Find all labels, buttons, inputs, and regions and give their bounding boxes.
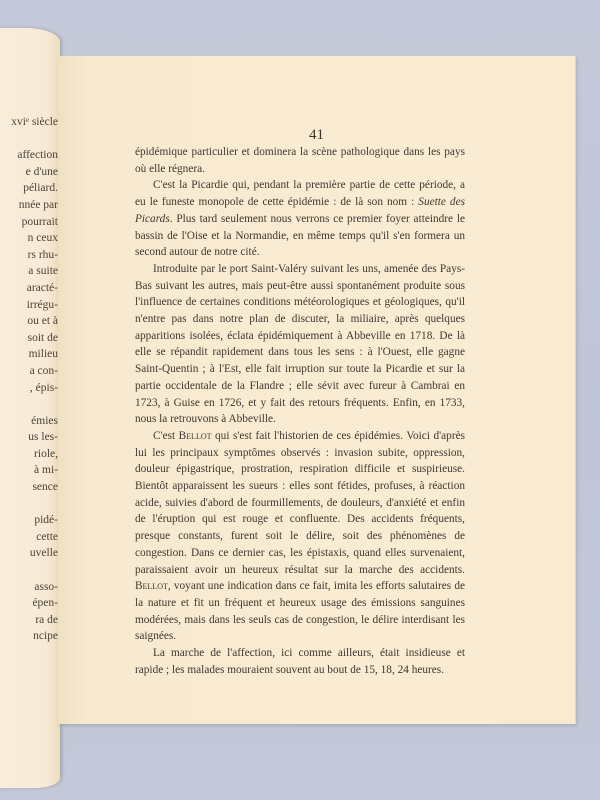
left-page-line: milieu (28, 348, 58, 361)
left-page-line: a con- (29, 364, 58, 377)
left-page-line: nnée par (18, 198, 58, 211)
left-page-line: épen- (32, 597, 58, 610)
left-page-line: pourrait (21, 215, 58, 228)
left-page-line: irrégu- (26, 298, 58, 311)
left-page (0, 28, 60, 788)
left-page-line: rs rhu- (27, 248, 58, 261)
left-page-line (0, 496, 58, 513)
left-page-line: a suite (28, 265, 58, 278)
left-page-line: affection (17, 149, 58, 162)
italic-term: Suette des Picards (135, 196, 465, 225)
left-page-line: à mi- (34, 464, 58, 477)
left-page-line: xviᵉ siècle (11, 116, 58, 128)
page-number: 41 (309, 127, 324, 143)
paragraph-4-text-mid: qui s'est fait l'historien de ces épidémies. Voici d'après lui les principaux symptômes observés : invasion subite, oppression, douleur épigastrique, prostration, respiration difficile et suspirieuse. Bientôt apparaissent les sueurs : elles sont fétides, profuses, à réaction acide, suivies d'abord de fourmillements, de douleurs, d'anxiété et enfin de l'éruption qui est rouge et confluente. Des accidents fréquents, presque constants, furent soit le délire, soit des phénomènes de congestion. Dans ce dernier cas, les épistaxis, quand elles survenaient, paraissaient avoir un heureux résultat sur la marche des accidents. (135, 429, 465, 576)
left-page-line: ncipe (33, 630, 58, 643)
paragraph-2 (135, 177, 465, 261)
left-page-text (0, 114, 58, 645)
left-page-line: , épis- (29, 381, 58, 394)
paragraph-4-text-end: , voyant une indication dans ce fait, imita les efforts salutaires de la nature et fit un fréquent et heureux usage des émissions sanguines modérées, mais dans les seuls cas de congestion, le délire interdisant les saignées. (135, 580, 465, 643)
left-page-line: soit de (27, 331, 58, 344)
left-page-line: pidé- (34, 514, 58, 527)
left-page-line: e d'une (25, 165, 58, 178)
left-page-line: aracté- (26, 281, 58, 294)
paragraph-2-text: C'est la Picardie qui, pendant la première partie de cette période, a eu le funeste monopole de cette épidémie : de là son nom : (135, 179, 465, 209)
left-page-line: uvelle (29, 547, 58, 560)
left-page-line: émies (31, 414, 58, 427)
left-page-line (0, 396, 58, 413)
left-page-line (0, 562, 58, 579)
left-page-line: ra de (35, 613, 58, 626)
left-page-line: n ceux (27, 232, 58, 245)
paragraph-5: La marche de l'affection, ici comme ailleurs, était insidieuse et rapide ; les malades mouraient souvent au bout de 15, 18, 24 heures. (135, 647, 465, 676)
right-page (58, 56, 576, 724)
left-page-line: riole, (34, 447, 58, 460)
paragraph-1: épidémique particulier et dominera la scène pathologique dans les pays où elle régnera. (135, 146, 465, 175)
paragraph-4-text: C'est (153, 429, 179, 442)
left-page-line: sence (32, 481, 58, 494)
author-name: Bellot (178, 429, 212, 442)
author-name-2: Bellot (135, 580, 168, 593)
left-page-line (0, 131, 58, 148)
paragraph-4 (135, 428, 465, 645)
paragraph-3: Introduite par le port Saint-Valéry suivant les uns, amenée des Pays-Bas suivant les autres, mais peut-être aussi spontanément produite sous l'influence de certaines conditions météorologiques et géologiques, qu'il n'entre pas dans notre plan de discuter, la miliaire, après quelques apparitions isolées, éclata épidémiquement à Abbeville en 1718. De là elle se répandit rapidement dans tous les sens : à l'Ouest, elle gagne Saint-Quentin ; à l'Est, elle fait irruption sur toute la Picardie et sur la partie occidentale de la Flandre ; elle sévit avec fureur à Cambrai en 1723, à Guise en 1726, et y fait des retours fréquents. Enfin, en 1733, nous la retrouvons à Abbeville. (135, 262, 465, 426)
left-page-line: péliard. (23, 182, 58, 195)
body-text (135, 144, 465, 679)
left-page-line: asso- (34, 580, 58, 593)
left-page-line: cette (36, 530, 58, 543)
left-page-line: ou et à (27, 315, 58, 328)
left-page-line: us les- (28, 431, 58, 444)
paragraph-2-text-end: . Plus tard seulement nous verrons ce premier foyer atteindre le bassin de l'Oise et la Normandie, en même temps qu'il s'en formera un second autour de notre cité. (135, 212, 465, 259)
